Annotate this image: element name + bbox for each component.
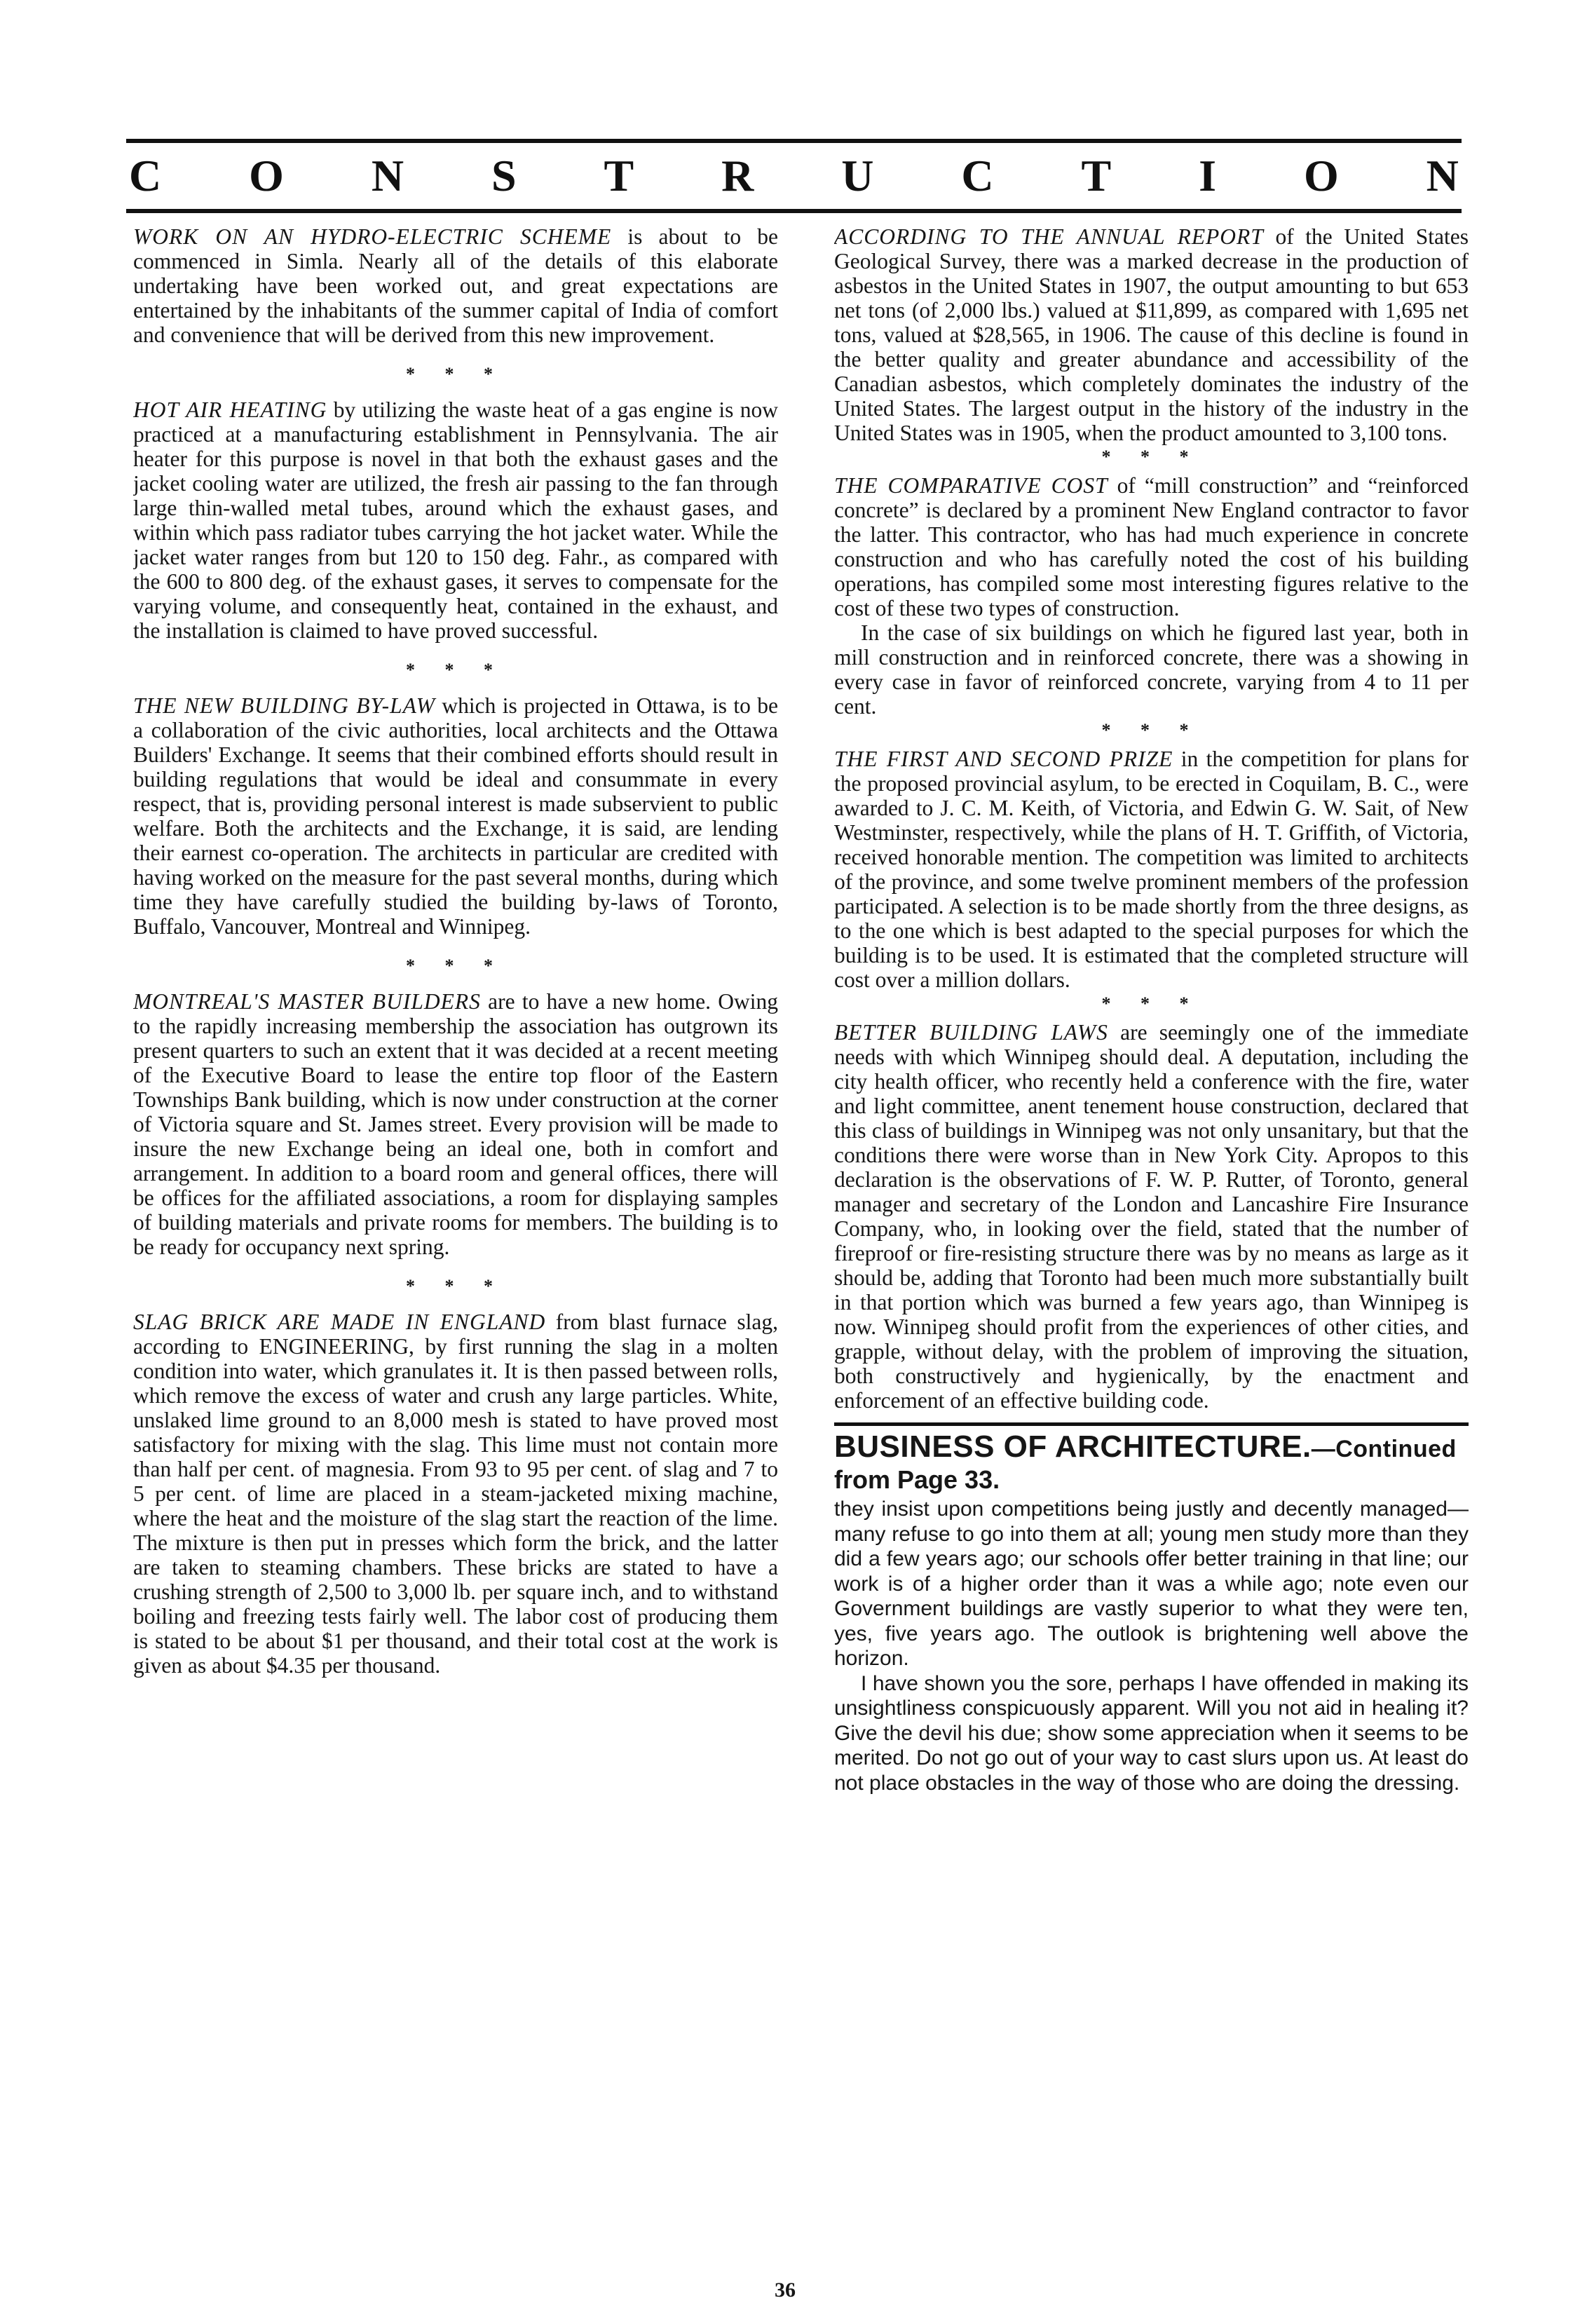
section-divider: * * * [1101,993,1201,1014]
business-of-architecture-box [834,1422,1469,1795]
article-text: by utilizing the waste heat of a gas engine is now practiced at a manufacturing establishment in Pennsylvania. The air heater for this purpose is novel in that both the exhaust gases and the jacket cooling water are utilized, the fresh air passing to the fan through large thin-walled metal tubes, around which the exhaust gases, and within which pass radiator tubes carrying the hot jacket water. While the jacket water ranges from but 120 to 150 deg. Fahr., as compared with the 600 to 800 deg. of the exhaust gases, it serves to compensate for the varying volume, and consequently heat, contained in the exhaust, and the installation is claimed to have proved successful. [133,397,778,643]
article-lead: THE COMPARATIVE COST [834,473,1108,498]
section-divider: * * * [406,364,505,384]
article-lead: SLAG BRICK ARE MADE IN ENGLAND [133,1310,546,1334]
masthead-letter: S [491,151,517,201]
masthead-letter: U [841,151,874,201]
section-divider: * * * [1101,447,1201,467]
left-column [133,224,778,2271]
article-lead: HOT AIR HEATING [133,397,327,422]
article-hydro-electric [133,224,778,347]
masthead-letter: R [721,151,754,201]
article-text: in the competition for plans for the proposed provincial asylum, to be erected in Coquilam, B. C., were awarded to J. C. M. Keith, of Victoria, and Edwin G. W. Sait, of New Westminster, respectively, while the plans of H. T. Griffith, of Victoria, received honorable mention. The competition was limited to architects of the province, and some twelve prominent members of the profession participated. A selection is to be made shortly from the three designs, as to the one which is best adapted to the special purposes for which the building is to be used. It is estimated that the completed structure will cost over a million dollars. [834,747,1469,992]
masthead-letter: N [1426,151,1459,201]
right-column [834,224,1469,2271]
masthead-letter: C [129,151,162,201]
article-competition-prize [834,747,1469,992]
masthead-letter: O [1303,151,1339,201]
section-divider: * * * [406,1276,505,1296]
masthead-letter: T [604,151,634,201]
masthead-letter: C [961,151,994,201]
article-comparative-cost [834,473,1469,719]
article-building-laws [834,1020,1469,1413]
article-master-builders [133,989,778,1259]
masthead-letter: T [1081,151,1112,201]
article-lead: BETTER BUILDING LAWS [834,1020,1108,1045]
box-paragraph: I have shown you the sore, perhaps I have offended in making its unsightliness conspicuously apparent. Will you not aid in healing it? Give the devil his due; show some appreciation when it seems to be merited. Do not go out of your way to cast slurs upon us. At least do not place obstacles in the way of those who are doing the dressing. [834,1671,1469,1795]
box-continued: —Continued [1311,1436,1457,1462]
article-hot-air-heating [133,397,778,643]
masthead [126,139,1462,213]
article-text: which is projected in Ottawa, is to be a collaboration of the civic authorities, local architects and the Ottawa Builders' Exchange. It seems that their combined efforts should result in building regulations that would be ideal and consummate in every respect, that is, providing personal interest is made subservient to public welfare. Both the architects and the Exchange, it is said, are lending their earnest co-operation. The architects in particular are credited with having worked on the measure for the past several months, during which time they have carefully studied the building by-laws of Toronto, Buffalo, Vancouver, Montreal and Winnipeg. [133,693,778,939]
box-heading [834,1430,1469,1466]
article-lead: ACCORDING TO THE ANNUAL REPORT [834,224,1264,249]
article-text: are seemingly one of the immediate needs with which Winnipeg should deal. A deputation, including the city health officer, who recently held a conference with the fire, water and light committee, anent tenement house construction, declared that this class of buildings in Winnipeg was not only unsanitary, but that the conditions there were worse than in New York City. Apropos to this declaration is the observations of F. W. P. Rutter, of Toronto, general manager and secretary of the London and Lancashire Fire Insurance Company, who, in looking over the field, stated that the number of fireproof or fire-resisting structure there was by no means as large as it should be, adding that Toronto had been much more substantially built in that portion which was burned a few years ago, than Winnipeg is now. Winnipeg should profit from the experiences of other cities, and grapple, without delay, with the problem of improving the situation, both constructively and hygienically, by the enactment and enforcement of an effective building code. [834,1020,1469,1413]
article-asbestos-report [834,224,1469,445]
box-title: BUSINESS OF ARCHITECTURE. [834,1429,1312,1464]
article-text: is about to be commenced in Simla. Nearly all of the details of this elaborate undertaking have been worked out, and great expectations are entertained by the inhabitants of the summer capital of India of comfort and convenience that will be derived from this new improvement. [133,224,778,347]
article-text: of “mill construction” and “reinforced concrete” is declared by a prominent New England contractor to favor the latter. This contractor, who has had much experience in concrete construction and who has carefully noted the cost of his building operations, has compiled some most interesting figures relative to the cost of these two types of construction. [834,473,1469,620]
article-slag-brick [133,1310,778,1678]
article-lead: WORK ON AN HYDRO-ELECTRIC SCHEME [133,224,612,249]
article-text: are to have a new home. Owing to the rapidly increasing membership the association has outgrown its present quarters to such an extent that it was decided at a recent meeting of the Executive Board to lease the entire top floor of the Eastern Townships Bank building, which is now under construction at the corner of Victoria square and St. James street. Every provision will be made to insure the new Exchange being an ideal one, both in comfort and arrangement. In addition to a board room and general offices, there will be offices for the affiliated associations, a room for displaying samples of building materials and private rooms for members. The building is to be ready for occupancy next spring. [133,989,778,1259]
article-text: In the case of six buildings on which he figured last year, both in mill construction and in reinforced concrete, there was a showing in every case in favor of reinforced concrete, varying from 4 to 11 per cent. [834,620,1469,719]
box-body [834,1497,1469,1795]
article-building-by-law [133,693,778,939]
article-lead: MONTREAL'S MASTER BUILDERS [133,989,481,1014]
masthead-letter: I [1199,151,1217,201]
section-divider: * * * [1101,720,1201,740]
box-paragraph: they insist upon competitions being justly and decently managed—many refuse to go into them at all; young men study more than they did a few years ago; our schools offer better training in that line; our work is of a higher order than it was a while ago; note even our Government buildings are vastly superior to what they were ten, yes, five years ago. The outlook is brightening well above the horizon. [834,1497,1469,1670]
section-divider: * * * [406,660,505,680]
article-lead: THE NEW BUILDING BY-LAW [133,693,435,718]
masthead-letter: O [249,151,284,201]
section-divider: * * * [406,956,505,976]
article-lead: THE FIRST AND SECOND PRIZE [834,747,1173,771]
article-text: of the United States Geological Survey, there was a marked decrease in the production of asbestos in the United States in 1907, the output amounting to but 653 net tons (of 2,000 lbs.) valued at $11,899, as compared with 1,695 net tons, valued at $28,565, in 1906. The cause of this decline is found in the better quality and greater abundance and accessibility of the Canadian asbestos, which completely dominates the industry of the United States. The largest output in the history of the industry in the United States was in 1905, when the product amounted to 3,100 tons. [834,224,1469,445]
box-from-page: from Page 33. [834,1465,1000,1494]
article-text: from blast furnace slag, according to ENGINEERING, by first running the slag in a molten condition into water, which granulates it. It is then passed between rolls, which remove the excess of water and crush any large particles. White, unslaked lime ground to an 8,000 mesh is stated to have proved most satisfactory for mixing with the slag. This lime must not contain more than half per cent. of magnesia. From 93 to 95 per cent. of slag and 7 to 5 per cent. of lime are placed in a steam-jacketed mixing machine, where the heat and the moisture of the slag start the reaction of the lime. The mixture is then put in presses which form the brick, and the latter are taken to steaming chambers. These bricks are stated to have a crushing strength of 2,500 to 3,000 lb. per square inch, and to withstand boiling and freezing tests fairly well. The labor cost of producing them is stated to be about $1 per thousand, and their total cost at the work is given as about $4.35 per thousand. [133,1310,778,1678]
page-number: 36 [775,2278,796,2302]
masthead-letter: N [371,151,404,201]
